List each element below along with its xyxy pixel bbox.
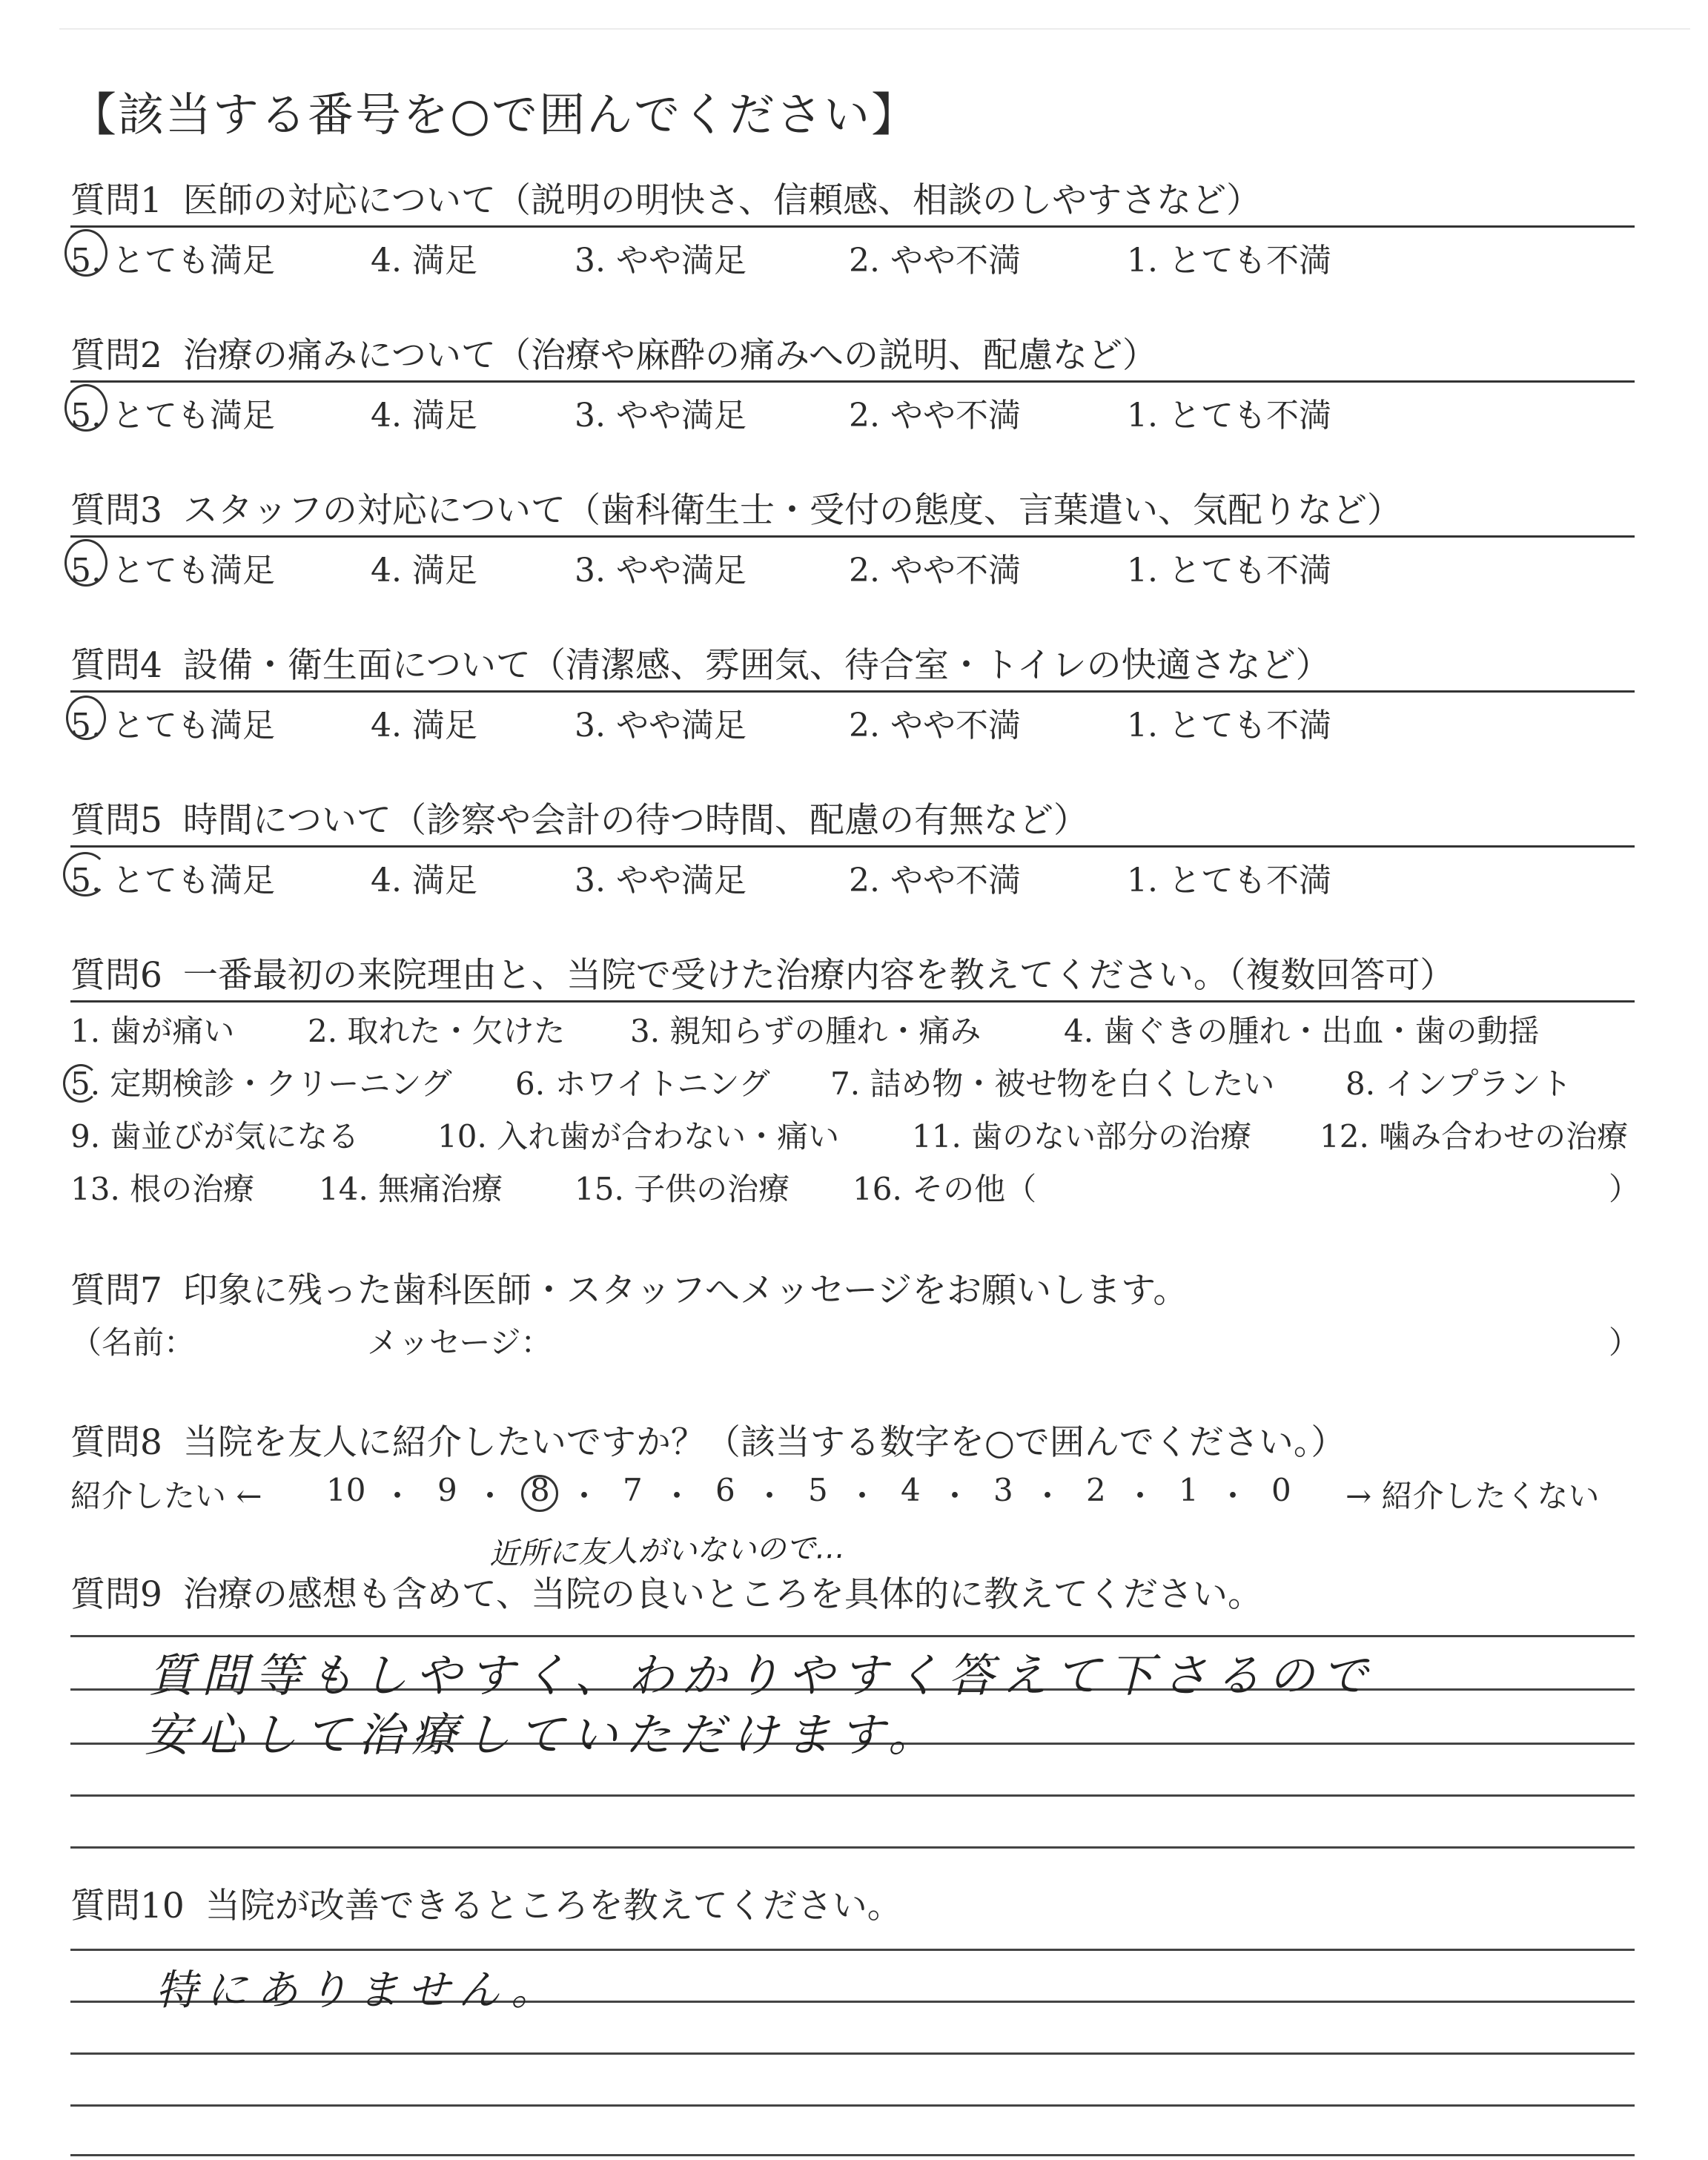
question-title: 治療の感想も含めて、当院の良いところを具体的に教えてください。 <box>182 1574 1262 1615</box>
scale-dot: ・ <box>939 1478 971 1514</box>
rating-option-3[interactable]: 3. やや満足 <box>575 862 747 899</box>
scale-value-9[interactable]: 9 <box>437 1472 457 1508</box>
question-title: 印象に残った歯科医師・スタッフへメッセージをお願いします。 <box>182 1270 1188 1311</box>
rating-options <box>70 848 1635 899</box>
scale-value-3[interactable]: 3 <box>993 1472 1013 1508</box>
selection-circle <box>521 1475 558 1512</box>
question-number: 質問4 <box>70 645 162 686</box>
rating-options <box>70 693 1635 744</box>
question-7 <box>70 1268 1641 1366</box>
scale-value-5[interactable]: 5 <box>808 1472 828 1508</box>
scale-value-2[interactable]: 2 <box>1086 1472 1106 1508</box>
question-2 <box>70 333 1635 435</box>
scale-dot: ・ <box>847 1478 878 1514</box>
treatment-option[interactable]: 6. ホワイトニング <box>515 1066 770 1102</box>
question-title: 治療の痛みについて（治療や麻酔の痛みへの説明、配慮など） <box>182 335 1158 376</box>
rating-option-2[interactable]: 2. やや不満 <box>849 707 1021 744</box>
rating-option-1[interactable]: 1. とても不満 <box>1127 397 1331 435</box>
question-title: 時間について（診察や会計の待つ時間、配慮の有無など） <box>182 800 1088 841</box>
question-title: 医師の対応について（説明の明快さ、信頼感、相談のしやすさなど） <box>182 180 1262 221</box>
answer-line <box>70 1846 1635 1849</box>
question-number: 質問10 <box>70 1886 185 1926</box>
rating-option-4[interactable]: 4. 満足 <box>371 552 477 589</box>
scale-right-label: → 紹介したくない <box>1345 1478 1600 1514</box>
selection-circle <box>64 539 107 587</box>
rating-option-2[interactable]: 2. やや不満 <box>849 862 1021 899</box>
treatment-option[interactable]: 15. 子供の治療 <box>575 1171 790 1207</box>
rating-option-4[interactable]: 4. 満足 <box>371 397 477 435</box>
scale-dot: ・ <box>1217 1478 1249 1514</box>
question-6 <box>70 953 1641 1213</box>
rating-option-4[interactable]: 4. 満足 <box>371 862 477 899</box>
treatment-option[interactable]: 14. 無痛治療 <box>319 1171 503 1207</box>
rating-options <box>70 228 1635 280</box>
page-heading: 【該当する番号を○で囲んでください】 <box>70 87 919 142</box>
answer-line <box>70 1949 1635 1951</box>
question-title: 一番最初の来院理由と、当院で受けた治療内容を教えてください。（複数回答可） <box>182 955 1455 996</box>
question-number: 質問6 <box>70 955 162 996</box>
rating-option-2[interactable]: 2. やや不満 <box>849 242 1021 280</box>
scale-dot: ・ <box>474 1478 506 1514</box>
treatment-option[interactable]: 4. 歯ぐきの腫れ・出血・歯の動揺 <box>1064 1013 1540 1049</box>
answer-line <box>70 2052 1635 2055</box>
rating-option-5[interactable]: 5. とても満足 <box>70 242 275 280</box>
selection-circle <box>64 384 107 432</box>
scale-dot: ・ <box>382 1478 414 1514</box>
rating-option-1[interactable]: 1. とても不満 <box>1127 707 1331 744</box>
treatment-option[interactable]: 3. 親知らずの腫れ・痛み <box>630 1013 982 1049</box>
name-label: （名前： <box>70 1324 196 1361</box>
question-5 <box>70 798 1635 899</box>
treatment-options <box>70 1003 1641 1213</box>
treatment-option[interactable]: 13. 根の治療 <box>70 1171 255 1207</box>
answer-line <box>70 2104 1635 2107</box>
question-title: 設備・衛生面について（清潔感、雰囲気、待合室・トイレの快適さなど） <box>182 645 1331 686</box>
scan-top-edge <box>59 28 1690 30</box>
message-label: メッセージ： <box>367 1324 552 1361</box>
handwritten-answer-line: 質問等もしやすく、わかりやすく答えて下さるので <box>148 1648 1375 1702</box>
question-number: 質問1 <box>70 180 162 221</box>
treatment-option[interactable]: 12. 噛み合わせの治療 <box>1320 1118 1629 1155</box>
handwritten-answer-line: 特にありません。 <box>156 1966 562 2015</box>
rating-option-5[interactable]: 5. とても満足 <box>70 397 275 435</box>
treatment-option[interactable]: 5. 定期検診・クリーニング <box>70 1066 452 1102</box>
rating-option-4[interactable]: 4. 満足 <box>371 707 477 744</box>
scale-left-label: 紹介したい ← <box>70 1478 262 1514</box>
close-paren: ） <box>1609 1171 1641 1207</box>
scale-dot: ・ <box>754 1478 786 1514</box>
handwritten-answer-line: 安心して治療していただけます。 <box>145 1708 942 1762</box>
close-paren: ） <box>1609 1324 1641 1361</box>
question-4 <box>70 643 1635 744</box>
selection-circle <box>66 696 106 740</box>
question-1 <box>70 178 1635 280</box>
scale-value-1[interactable]: 1 <box>1179 1472 1199 1508</box>
question-number: 質問2 <box>70 335 162 376</box>
treatment-option[interactable]: 7. 詰め物・被せ物を白くしたい <box>830 1066 1275 1102</box>
question-9 <box>70 1572 1635 1618</box>
question-title: 当院を友人に紹介したいですか？（該当する数字を○で囲んでください。） <box>182 1422 1346 1463</box>
question-number: 質問5 <box>70 800 162 841</box>
rating-option-3[interactable]: 3. やや満足 <box>575 242 747 280</box>
message-row <box>70 1314 1641 1366</box>
rating-option-3[interactable]: 3. やや満足 <box>575 707 747 744</box>
question-title: スタッフの対応について（歯科衛生士・受付の態度、言葉遣い、気配りなど） <box>182 490 1402 531</box>
question-number: 質問8 <box>70 1422 162 1463</box>
question-10 <box>70 1883 1635 1929</box>
question-number: 質問9 <box>70 1574 162 1615</box>
rating-option-2[interactable]: 2. やや不満 <box>849 397 1021 435</box>
question-number: 質問3 <box>70 490 162 531</box>
treatment-option[interactable]: 10. 入れ歯が合わない・痛い <box>437 1118 840 1155</box>
rating-option-2[interactable]: 2. やや不満 <box>849 552 1021 589</box>
treatment-option[interactable]: 9. 歯並びが気になる <box>70 1118 360 1155</box>
selection-circle <box>63 1064 99 1103</box>
question-8 <box>70 1420 1635 1525</box>
rating-option-5[interactable]: 5. とても満足 <box>70 707 275 744</box>
rating-option-1[interactable]: 1. とても不満 <box>1127 862 1331 899</box>
answer-line <box>70 1635 1635 1637</box>
rating-option-5[interactable]: 5. とても満足 <box>70 862 275 899</box>
scale-value-4[interactable]: 4 <box>901 1472 921 1508</box>
selection-circle <box>64 229 107 277</box>
scale-dot: ・ <box>1125 1478 1156 1514</box>
scale-value-6[interactable]: 6 <box>715 1472 735 1508</box>
answer-line <box>70 1794 1635 1797</box>
treatment-option[interactable]: 2. 取れた・欠けた <box>308 1013 566 1049</box>
selection-circle <box>63 852 107 896</box>
treatment-option[interactable]: 8. インプラント <box>1345 1066 1572 1102</box>
scale-value-8[interactable]: 8 <box>530 1472 550 1508</box>
question-title: 当院が改善できるところを教えてください。 <box>205 1886 902 1926</box>
scale-dot: ・ <box>661 1478 693 1514</box>
recommend-scale <box>70 1466 1635 1525</box>
answer-line <box>70 2154 1635 2156</box>
scale-dot: ・ <box>569 1478 600 1514</box>
scale-value-10[interactable]: 10 <box>326 1472 366 1508</box>
rating-options <box>70 383 1635 435</box>
rating-option-5[interactable]: 5. とても満足 <box>70 552 275 589</box>
rating-option-4[interactable]: 4. 満足 <box>371 242 477 280</box>
treatment-option[interactable]: 1. 歯が痛い <box>70 1013 235 1049</box>
scale-dot: ・ <box>1032 1478 1064 1514</box>
question-3 <box>70 488 1635 589</box>
rating-option-1[interactable]: 1. とても不満 <box>1127 552 1331 589</box>
rating-option-3[interactable]: 3. やや満足 <box>575 552 747 589</box>
treatment-option[interactable]: 11. 歯のない部分の治療 <box>912 1118 1252 1155</box>
scale-value-0[interactable]: 0 <box>1271 1472 1291 1508</box>
question-number: 質問7 <box>70 1270 162 1311</box>
scale-value-7[interactable]: 7 <box>623 1472 643 1508</box>
rating-option-1[interactable]: 1. とても不満 <box>1127 242 1331 280</box>
handwritten-note: 近所に友人がいないので… <box>489 1530 846 1572</box>
rating-option-3[interactable]: 3. やや満足 <box>575 397 747 435</box>
rating-options <box>70 538 1635 589</box>
treatment-option[interactable]: 16. その他（ <box>853 1171 1037 1207</box>
